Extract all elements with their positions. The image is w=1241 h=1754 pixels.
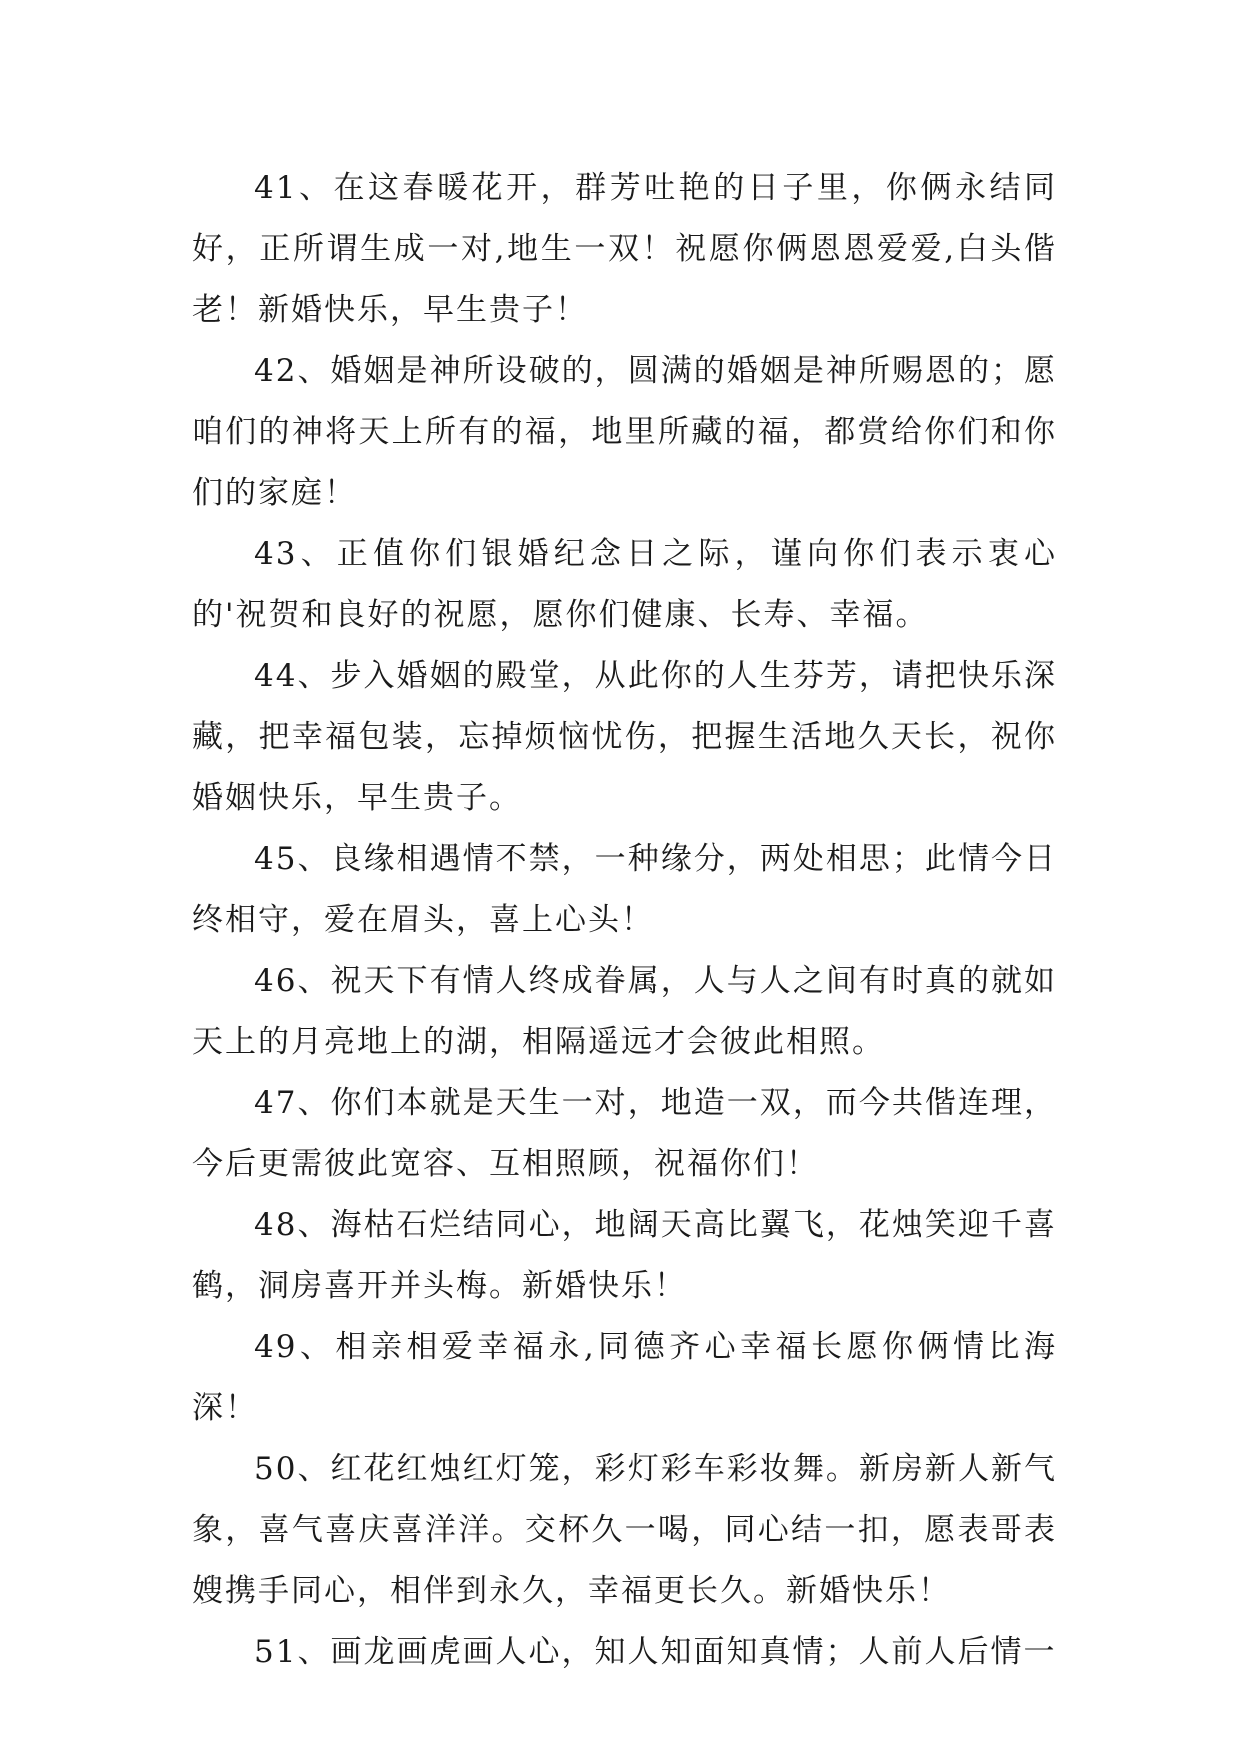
paragraph-42: 42、婚姻是神所设破的，圆满的婚姻是神所赐恩的；愿咱们的神将天上所有的福，地里所藏的福，都赏给你们和你们的家庭！	[192, 353, 1057, 511]
paragraph-49: 49、相亲相爱幸福永,同德齐心幸福长愿你俩情比海深！	[192, 1329, 1057, 1426]
paragraph-41: 41、在这春暖花开，群芳吐艳的日子里，你俩永结同好，正所谓生成一对,地生一双！祝愿你俩恩恩爱爱,白头偕老！新婚快乐，早生贵子！	[192, 170, 1057, 328]
paragraph-46: 46、祝天下有情人终成眷属，人与人之间有时真的就如天上的月亮地上的湖，相隔遥远才会彼此相照。	[192, 963, 1057, 1060]
paragraph-47: 47、你们本就是天生一对，地造一双，而今共偕连理，今后更需彼此宽容、互相照顾，祝福你们！	[192, 1085, 1057, 1182]
paragraph-43: 43、正值你们银婚纪念日之际，谨向你们表示衷心的'祝贺和良好的祝愿，愿你们健康、长寿、幸福。	[192, 536, 1057, 633]
document-body	[192, 158, 1057, 1683]
paragraph-51: 51、画龙画虎画人心，知人知面知真情；人前人后情一	[254, 1634, 1057, 1670]
paragraph-50: 50、红花红烛红灯笼，彩灯彩车彩妆舞。新房新人新气象，喜气喜庆喜洋洋。交杯久一喝，同心结一扣，愿表哥表嫂携手同心，相伴到永久，幸福更长久。新婚快乐！	[192, 1451, 1057, 1609]
paragraph-48: 48、海枯石烂结同心，地阔天高比翼飞，花烛笑迎千喜鹤，洞房喜开并头梅。新婚快乐！	[192, 1207, 1057, 1304]
paragraph-44: 44、步入婚姻的殿堂，从此你的人生芬芳，请把快乐深藏，把幸福包装，忘掉烦恼忧伤，把握生活地久天长，祝你婚姻快乐，早生贵子。	[192, 658, 1057, 816]
paragraph-45: 45、良缘相遇情不禁，一种缘分，两处相思；此情今日终相守，爱在眉头，喜上心头！	[192, 841, 1057, 938]
